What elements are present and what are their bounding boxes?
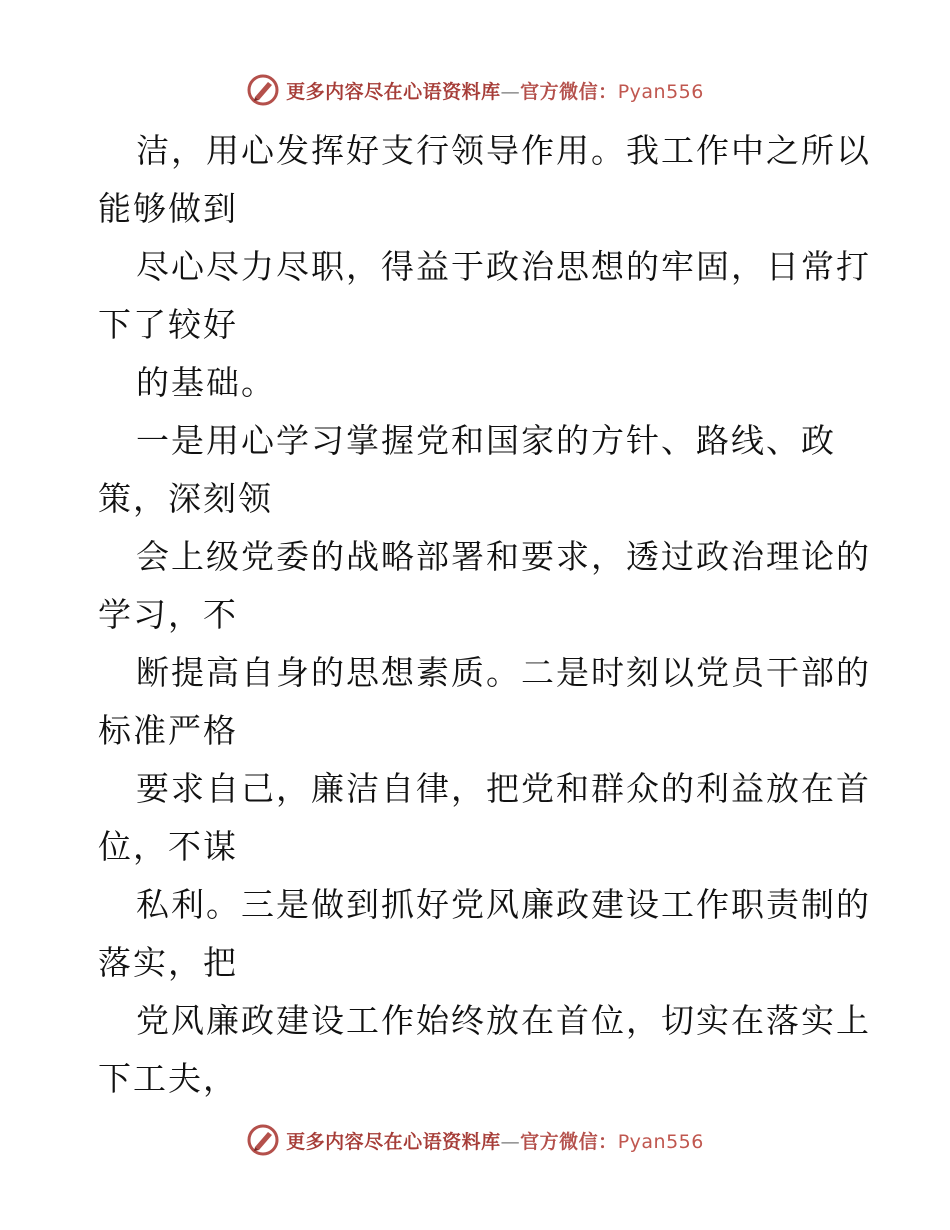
text-line: 策，深刻领: [98, 479, 273, 518]
text-line: 学习，不: [98, 595, 238, 634]
text-line: 落实，把: [98, 943, 238, 982]
text-line: 下了较好: [98, 305, 238, 344]
text-line: 私利。三是做到抓好党风廉政建设工作职责制的: [136, 885, 871, 924]
watermark-brand: 更多内容尽在心语资料库: [286, 80, 501, 103]
watermark-brand: 更多内容尽在心语资料库: [286, 1130, 501, 1153]
text-line: 能够做到: [98, 189, 238, 228]
text-line: 会上级党委的战略部署和要求，透过政治理论的: [136, 537, 871, 576]
document-body: [98, 122, 871, 1108]
header-watermark: [0, 70, 950, 110]
text-line: 断提高自身的思想素质。二是时刻以党员干部的: [136, 653, 871, 692]
text-line: 一是用心学习掌握党和国家的方针、路线、政: [136, 421, 836, 460]
watermark-label: 官方微信：: [520, 80, 618, 103]
pen-logo-icon: [246, 73, 280, 107]
text-line: 下工夫，: [98, 1059, 238, 1098]
watermark-separator: —: [500, 1130, 521, 1153]
text-line: 洁，用心发挥好支行领导作用。我工作中之所以: [136, 131, 871, 170]
watermark-account: Pyan556: [617, 1130, 704, 1153]
watermark-separator: —: [500, 80, 521, 103]
text-line: 位，不谋: [98, 827, 238, 866]
watermark-label: 官方微信：: [520, 1130, 618, 1153]
text-line: 标准严格: [98, 711, 238, 750]
watermark-text: [286, 1127, 704, 1154]
text-line: 党风廉政建设工作始终放在首位，切实在落实上: [136, 1001, 871, 1040]
text-line: 尽心尽力尽职，得益于政治思想的牢固，日常打: [136, 247, 871, 286]
footer-watermark: [0, 1120, 950, 1160]
pen-logo-icon: [246, 1123, 280, 1157]
text-line: 要求自己，廉洁自律，把党和群众的利益放在首: [136, 769, 871, 808]
text-line: 的基础。: [136, 363, 276, 402]
watermark-account: Pyan556: [617, 80, 704, 103]
watermark-text: [286, 77, 704, 104]
